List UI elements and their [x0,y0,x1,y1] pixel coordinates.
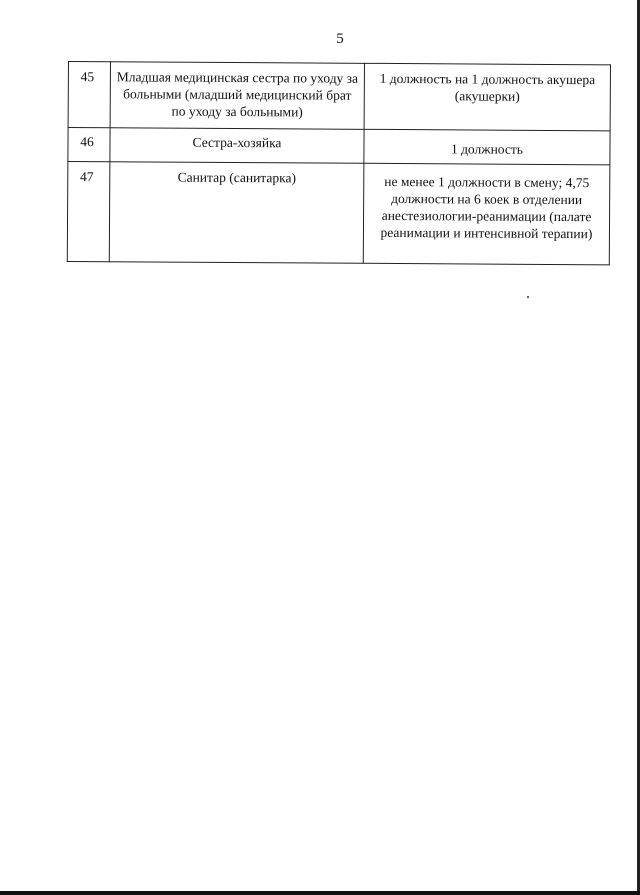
scan-speck [527,296,529,298]
table-row [68,62,610,131]
staffing-table [67,61,611,265]
table-row [67,162,610,265]
position-title: Младшая медицинская сестра по уходу за больными (младший медицинский брат по уходу за больными) [110,62,364,130]
row-number: 47 [67,162,110,262]
staffing-norm: 1 должность на 1 должность акушера (акушерки) [364,63,610,131]
table-row [68,128,610,165]
page-number: 5 [336,31,344,47]
staffing-norm: не менее 1 должности в смену; 4,75 должности на 6 коек в отделении анестезиологии-реанимации (палате реанимации и интенсивной терапии) [363,163,610,265]
position-title: Санитар (санитарка) [109,162,364,264]
position-title: Сестра-хозяйка [110,128,364,164]
row-number: 45 [68,62,110,128]
staffing-norm: 1 должность [364,129,610,165]
row-number: 46 [68,128,110,162]
scan-edge-bottom [0,891,640,895]
